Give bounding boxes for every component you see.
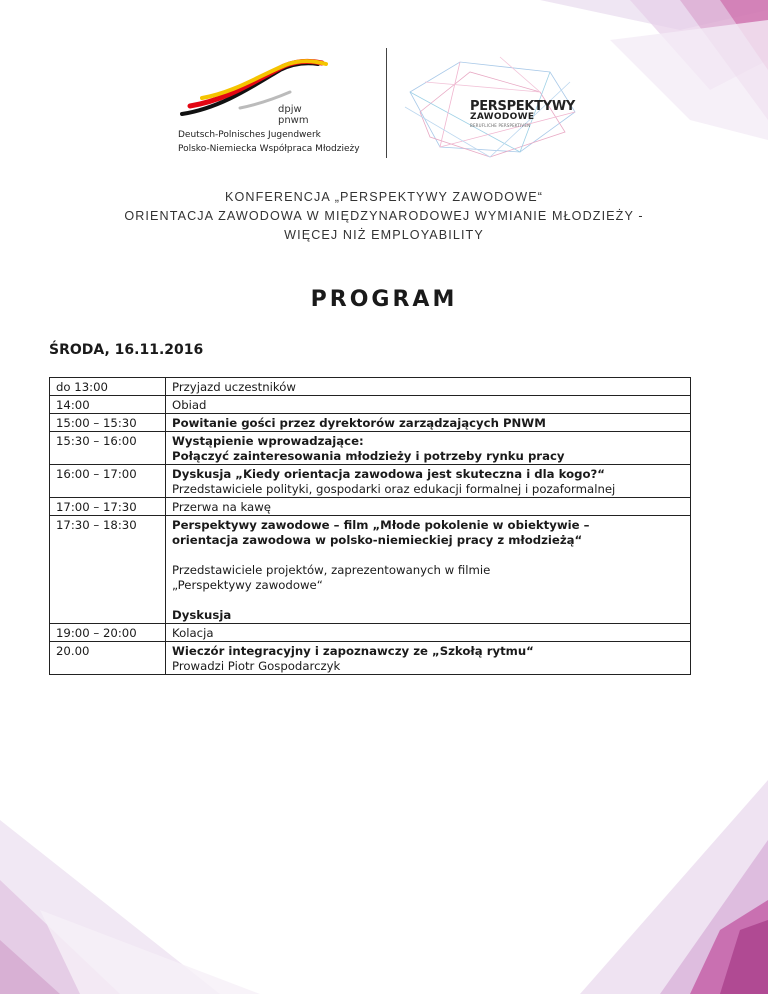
time-cell: 14:00 — [50, 396, 166, 414]
event-cell — [166, 516, 691, 624]
logo-abbr-pl: pnwm — [278, 115, 309, 126]
conference-title-line1: KONFERENCJA „PERSPEKTYWY ZAWODOWE“ — [225, 190, 543, 204]
event-title: Kolacja — [172, 626, 214, 640]
time-cell: 17:00 – 17:30 — [50, 498, 166, 516]
time-cell: do 13:00 — [50, 378, 166, 396]
bottom-right-decoration — [520, 780, 768, 994]
event-title: Powitanie gości przez dyrektorów zarządzających PNWM — [172, 416, 546, 430]
event-subtitle: Połączyć zainteresowania młodzieży i potrzeby rynku pracy — [172, 449, 565, 463]
event-title: Wystąpienie wprowadzające: — [172, 434, 364, 448]
time-cell: 17:30 – 18:30 — [50, 516, 166, 624]
event-title: Dyskusja „Kiedy orientacja zawodowa jest skuteczna i dla kogo?“ — [172, 467, 605, 481]
event-description: Przedstawiciele polityki, gospodarki oraz edukacji formalnej i pozaformalnej — [172, 482, 616, 496]
table-row — [50, 378, 691, 396]
time-cell: 16:00 – 17:00 — [50, 465, 166, 498]
table-row — [50, 465, 691, 498]
table-row — [50, 624, 691, 642]
program-heading: PROGRAM — [310, 287, 458, 312]
event-cell — [166, 465, 691, 498]
conference-title — [0, 188, 768, 245]
event-cell — [166, 498, 691, 516]
event-cell — [166, 396, 691, 414]
event-cell — [166, 378, 691, 396]
table-row — [50, 432, 691, 465]
event-description: Prowadzi Piotr Gospodarczyk — [172, 659, 341, 673]
table-row — [50, 642, 691, 675]
event-title: Obiad — [172, 398, 207, 412]
org-name-de: Deutsch-Polnisches Jugendwerk — [178, 130, 321, 140]
event-cell — [166, 642, 691, 675]
table-row — [50, 516, 691, 624]
table-row — [50, 498, 691, 516]
day-heading: ŚRODA, 16.11.2016 — [49, 342, 204, 358]
event-title: Przyjazd uczestników — [172, 380, 296, 394]
event-title: Perspektywy zawodowe – film „Młode pokolenie w obiektywie – — [172, 518, 590, 532]
time-cell: 20.00 — [50, 642, 166, 675]
time-cell: 15:00 – 15:30 — [50, 414, 166, 432]
logo-abbr-de: dpjw — [278, 104, 302, 115]
logo-word-perspektywy: PERSPEKTYWY — [470, 99, 575, 114]
event-title-cont: orientacja zawodowa w polsko-niemieckiej pracy z młodzieżą“ — [172, 533, 583, 547]
bottom-left-decoration — [0, 760, 300, 994]
time-cell: 15:30 – 16:00 — [50, 432, 166, 465]
logo-tagline: BERUFLICHE PERSPEKTIVEN — [470, 123, 531, 128]
org-name-pl: Polsko-Niemiecka Współpraca Młodzieży — [178, 144, 360, 154]
event-cell — [166, 432, 691, 465]
time-cell: 19:00 – 20:00 — [50, 624, 166, 642]
logo-divider — [386, 48, 387, 158]
event-cell — [166, 624, 691, 642]
event-description: Przedstawiciele projektów, zaprezentowanych w filmie — [172, 563, 491, 577]
perspektywy-zawodowe-logo — [400, 52, 590, 162]
conference-title-line2: ORIENTACJA ZAWODOWA W MIĘDZYNARODOWEJ WYMIANIE MŁODZIEŻY - — [124, 209, 644, 223]
table-row — [50, 396, 691, 414]
event-title: Wieczór integracyjny i zapoznawczy ze „Szkołą rytmu“ — [172, 644, 534, 658]
event-cell — [166, 414, 691, 432]
event-title: Przerwa na kawę — [172, 500, 271, 514]
schedule-table — [49, 377, 691, 675]
dpjw-logo — [170, 48, 370, 158]
conference-title-line3: WIĘCEJ NIŻ EMPLOYABILITY — [284, 228, 484, 242]
table-row — [50, 414, 691, 432]
event-description-cont: „Perspektywy zawodowe“ — [172, 578, 323, 592]
event-discussion: Dyskusja — [172, 608, 232, 622]
logo-word-zawodowe: ZAWODOWE — [470, 112, 535, 122]
